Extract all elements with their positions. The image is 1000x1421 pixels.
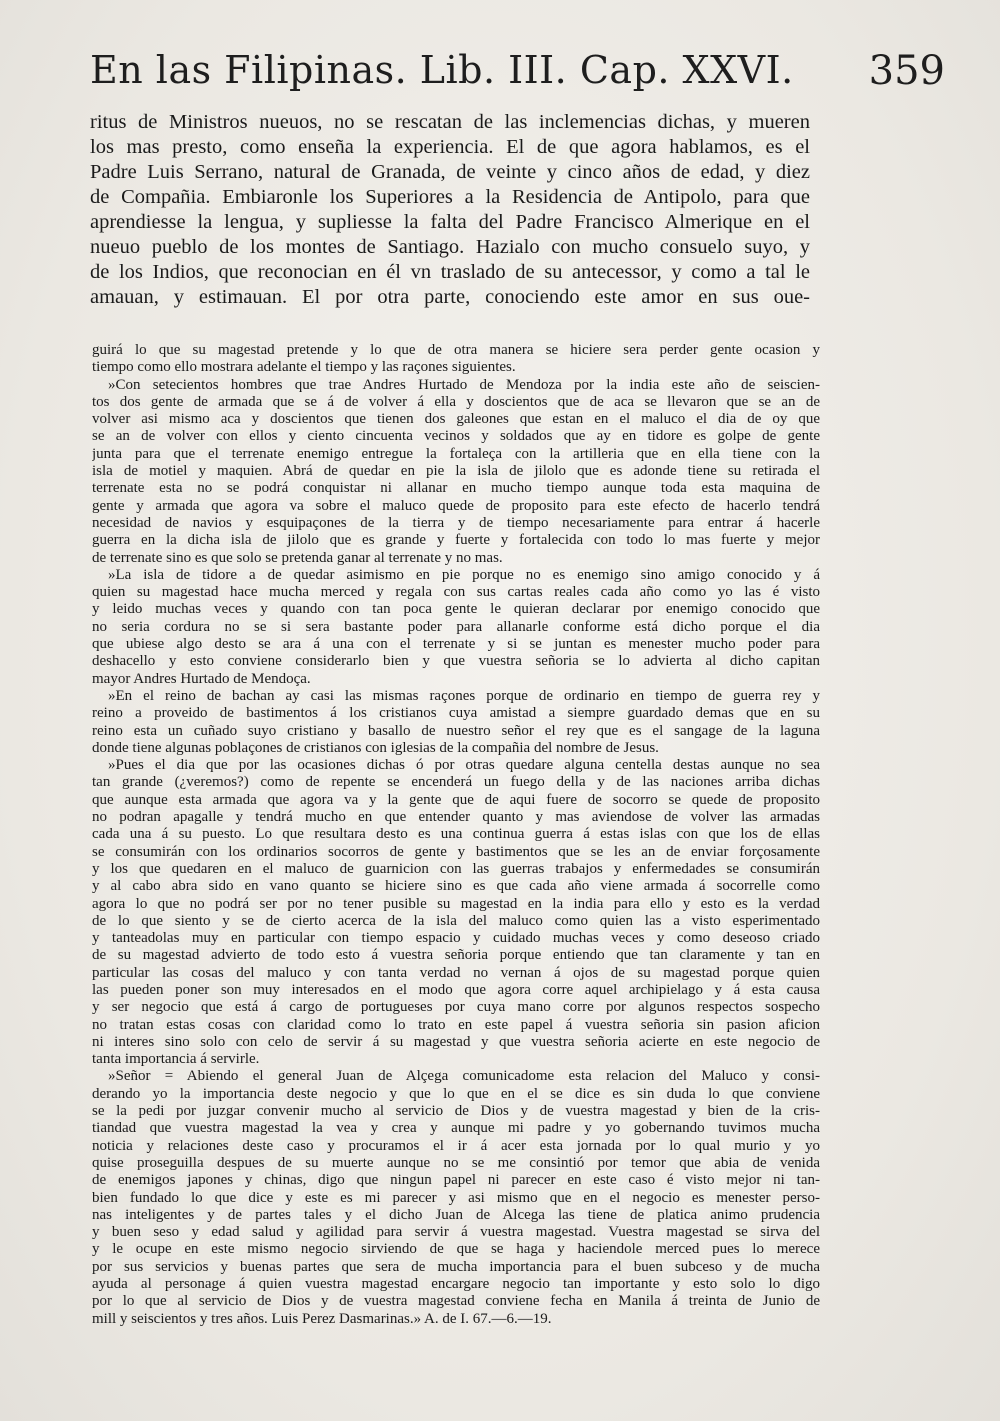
footnote-line: agora lo que no podrá ser por no tener pusible su magestad en la india para ello y esto es la verdad <box>92 895 820 912</box>
body-line: ritus de Ministros nueuos, no se rescatan de las inclemencias dichas, y mueren <box>90 111 810 133</box>
footnote-line: tiandad que vuestra magestad la vea y crea y aunque mi padre y yo gobernando tuvimos mucha <box>92 1120 820 1137</box>
footnote-line: y buen seso y edad salud y agilidad para servir á vuestra magestad. Vuestra magestad se sirva del <box>92 1224 820 1241</box>
footnote-line: y los que quedaren en el maluco de guarnicion con las guerras trabajos y enfermedades se consumirán <box>92 860 820 877</box>
footnote-line: y al cabo abra sido en vano quanto se hiciere sino es que cada año viene armada á socorrelle como <box>92 878 820 895</box>
footnote-line: y ser negocio que está á cargo de portugueses por cuya mano corre por algunos respectos sospecho <box>92 999 820 1016</box>
footnote-line: no seria cordura no se si sera bastante poder para allanarle conforme está dicho porque el dia <box>92 618 820 635</box>
main-body-text <box>90 110 810 310</box>
footnote-line: que aunque esta armada que agora va y la gente que de aqui fuere de socorro se quede de proposito <box>92 791 820 808</box>
footnote-line: ayuda al personage á quien vuestra magestad encargare negocio tan importante y esto solo lo digo <box>92 1276 820 1293</box>
footnote-line: »Señor = Abiendo el general Juan de Alçega comunicadome esta relacion del Maluco y consi- <box>108 1068 820 1085</box>
running-head: En las Filipinas. Lib. III. Cap. XXVI. <box>90 48 794 92</box>
footnote-line: quise proseguilla despues de su muerte aunque no se me consintió por temor que abia de venida <box>92 1154 820 1171</box>
footnote-line: se consumirán con los ordinarios socorros de gente y bastimentos que se les an de enviar forçosamente <box>92 843 820 860</box>
footnote-line: las pueden poner son muy interesados en el modo que agora corre aquel archipielago y á esta causa <box>92 981 820 998</box>
footnote-line: volver asi mismo aca y doscientos que tienen dos galeones que estan en el maluco el dia de oy que <box>92 411 820 428</box>
footnote-line: tiempo como ello mostrara adelante el tiempo y las raçones siguientes. <box>92 359 516 376</box>
footnote-line: necesidad de navios y esquipaçones de la tierra y de tiempo necesariamente para entrar á hacerle <box>92 514 820 531</box>
body-line: de Compañia. Embiaronle los Superiores a la Residencia de Antipolo, para que <box>90 186 810 208</box>
footnote-line: y le ocupe en este mismo negocio sirviendo de que se haga y haciendole merced pues lo merece <box>92 1241 820 1258</box>
footnote-line: y tanteadolas muy en particular con tiempo espacio y cuidado muchas veces y como deseoso criado <box>92 930 820 947</box>
footnote-line: no podran apagalle y tendrá mucho en que entender quanto y mas aviendose de volver las armadas <box>92 809 820 826</box>
footnote-line: gente y armada que agora va sobre el maluco quede de proposito para este efecto de hacerlo tendrá <box>92 497 820 514</box>
footnote-line: mayor Andres Hurtado de Mendoça. <box>92 670 311 687</box>
footnote-line: de enemigos japones y chinas, digo que ningun papel ni parecer en este caso é visto mejor ni tan- <box>92 1172 820 1189</box>
footnote-line: no tratan estas cosas con claridad como lo trato en este papel á vuestra señoria sin pasion aficion <box>92 1016 820 1033</box>
footnote-line: junta para que el terrenate enemigo entregue la fortaleça con la artilleria que en ella tiene con la <box>92 445 820 462</box>
footnote-line: »En el reino de bachan ay casi las mismas raçones porque de ordinario en tiempo de guerra rey y <box>108 687 820 704</box>
footnote-line: guirá lo que su magestad pretende y lo que de otra manera se hiciere sera perder gente ocasion y <box>92 342 820 358</box>
footnote-line: de terrenate sino es que solo se pretenda ganar al terrenate y no mas. <box>92 549 503 566</box>
footnote-line: mill y seiscientos y tres años. Luis Perez Dasmarinas.» A. de I. 67.—6.—19. <box>92 1310 552 1327</box>
footnote-line: »Con setecientos hombres que trae Andres Hurtado de Mendoza por la india este año de seiscien- <box>108 376 820 393</box>
footnote-line: donde tiene algunas poblaçones de cristianos con iglesias de la compañia del nombre de Jesus. <box>92 739 659 756</box>
footnote-line: deshacello y esto conviene considerarlo bien y que vuestra señoria se lo advierta al dicho capitan <box>92 653 820 670</box>
footnote-line: nas inteligentes y de partes tales y el dicho Juan de Alcega las tiene de platica animo prudencia <box>92 1206 820 1223</box>
footnote-line: particular las cosas del maluco y con tanta verdad no vernan á ojos de su magestad porque quien <box>92 964 820 981</box>
footnote-line: isla de motiel y maquien. Abrá de quedar en pie la isla de jilolo que es adonde tiene su retirada el <box>92 463 820 480</box>
footnote-line: bien fundado lo que dice y este es mi parecer y asi mismo que en el negocio es menester perso- <box>92 1189 820 1206</box>
footnote-line: cada una á su puesto. Lo que resultara desto es una continua guerra á estas islas con que los de ellas <box>92 826 820 843</box>
footnote-line: y leido muchas veces y quando con tan poca gente le quieran declarar por enemigo conocido que <box>92 601 820 618</box>
footnote-line: »Pues el dia que por las ocasiones dichas ó por otras quedare alguna centella destas aunque no sea <box>108 757 820 774</box>
footnote-line: se la pedi por juzgar convenir mucho al servicio de Dios y de vuestra magestad y bien de la cris- <box>92 1103 820 1120</box>
body-line: nueuo pueblo de los montes de Santiago. Hazialo con mucho consuelo suyo, y <box>90 236 810 258</box>
footnote-line: »La isla de tidore a de quedar asimismo en pie porque no es enemigo sino amigo conocido y á <box>108 566 820 583</box>
footnote-line: por sus servicios y buenas partes que sera de mucha importancia para el buen subceso y de mucha <box>92 1258 820 1275</box>
footnote-line: guerra en la dicha isla de jilolo que es grande y fuerte y fortalecida con todo lo mas fuerte y mejor <box>92 532 820 549</box>
footnote-line: se an de volver con ellos y ciento cincuenta vecinos y soldados que ay en tidore es golpe de gente <box>92 428 820 445</box>
footnote-line: reino esta un cuñado suyo cristiano y basallo de nuestro señor el rey que es el sangage de la laguna <box>92 722 820 739</box>
footnote-line: que ubiese algo desto se ara á una con el terrenate y si se juntan es menester mucho poder para <box>92 636 820 653</box>
body-line: de los Indios, que reconocian en él vn traslado de su antecessor, y como a tal le <box>90 261 810 283</box>
footnote-line: terrenate esta no se podrá conquistar ni allanar en mucho tiempo aunque toda esta maquina de <box>92 480 820 497</box>
footnote-line: noticia y relaciones deste caso y procuramos el ir á acer esta jornada por lo qual murio y yo <box>92 1137 820 1154</box>
footnote-line: por lo que al servicio de Dios y de vuestra magestad conviene fecha en Manila á treinta de Junio de <box>92 1293 820 1310</box>
body-line: aprendiesse la lengua, y supliesse la falta del Padre Francisco Almerique en el <box>90 211 810 233</box>
footnote-text <box>92 342 820 1328</box>
page-number: 359 <box>868 48 945 94</box>
footnote-line: derando yo la importancia deste negocio y que lo que en el se dice es sin duda lo que conviene <box>92 1085 820 1102</box>
footnote-line: de lo que siento y se de cierto acerca de la isla del maluco como quien las a visto esperimentado <box>92 912 820 929</box>
footnote-line: tan grande (¿veremos?) como de repente se encenderá un fuego della y de las naciones arriba dichas <box>92 774 820 791</box>
footnote-line: quien su magestad hace mucha merced y regala con sus cartas reales cada año como yo las é visto <box>92 584 820 601</box>
footnote-line: reino a proveido de bastimentos á los cristianos cuya amistad a siempre guardado demas que en su <box>92 705 820 722</box>
footnote-line: tos dos gente de armada que se á de volver á ella y doscientos que de aca se llevaron que se an de <box>92 393 820 410</box>
page-header <box>90 48 945 108</box>
footnote-line: de su magestad advierto de todo esto á vuestra señoria porque entiendo que tan claramente y tan en <box>92 947 820 964</box>
body-line: los mas presto, como enseña la experiencia. El de que agora hablamos, es el <box>90 136 810 158</box>
footnote-line: ni interes sino solo con celo de servir á su magestad y que vuestra señoria acierte en este negocio de <box>92 1033 820 1050</box>
body-line: amauan, y estimauan. El por otra parte, conociendo este amor en sus oue- <box>90 286 810 308</box>
footnote-line: tanta importancia á servirle. <box>92 1051 260 1068</box>
body-line: Padre Luis Serrano, natural de Granada, de veinte y cinco años de edad, y diez <box>90 161 810 183</box>
